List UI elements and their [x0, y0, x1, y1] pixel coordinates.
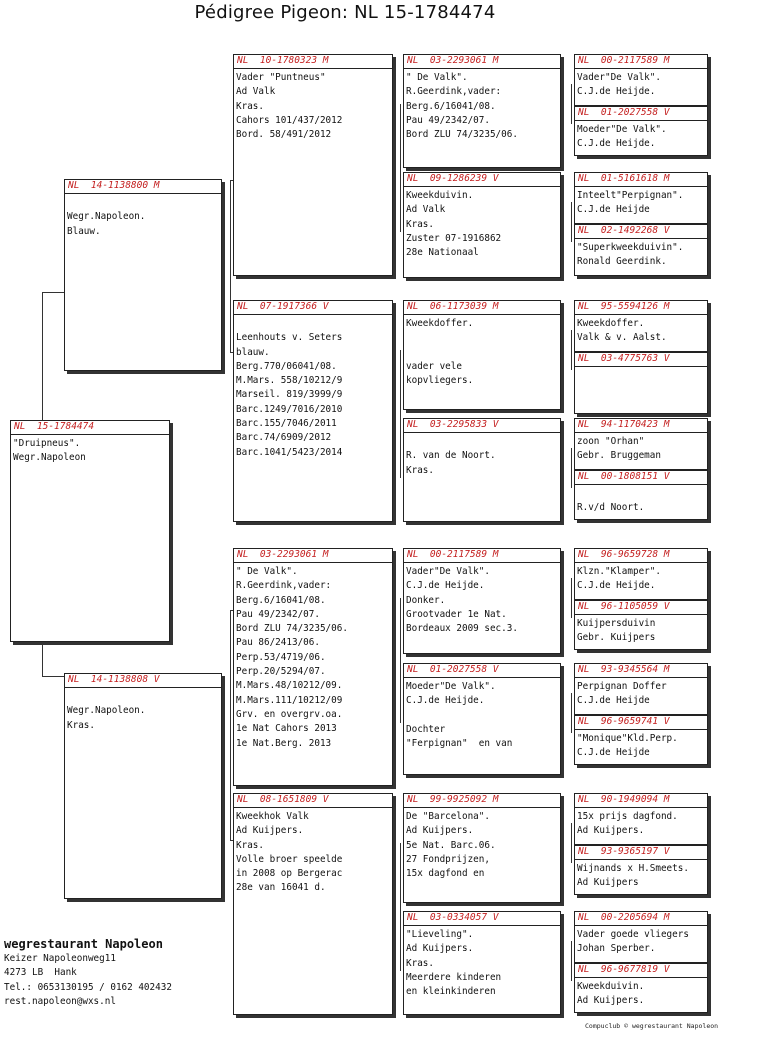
detail-line: " De Valk".: [236, 566, 298, 577]
connector-line: [571, 84, 572, 124]
pigeon-box-gen4[interactable]: [574, 54, 708, 106]
detail-line: C.J.de Heijde: [577, 747, 650, 759]
ring-number: NL 03-0334057 V: [404, 912, 560, 926]
detail-line: 27 Fondprijzen,: [406, 853, 490, 865]
pigeon-details: [406, 189, 558, 275]
connector-line: [230, 180, 231, 352]
pigeon-details: [577, 810, 705, 842]
page-title: Pédigree Pigeon: NL 15-1784474: [194, 2, 496, 23]
detail-line: Barc.1041/5423/2014: [236, 446, 343, 458]
breeder-phone: Tel.: 0653130195 / 0162 402432: [4, 981, 172, 993]
pigeon-box-gen4[interactable]: [574, 470, 708, 520]
detail-line: [406, 709, 558, 723]
connector-line: [400, 350, 401, 478]
pigeon-box-gen4[interactable]: [574, 911, 708, 963]
detail-line: 15x prijs dagfond.: [577, 811, 678, 822]
detail-line: Dochter: [406, 723, 446, 735]
pigeon-box-mother[interactable]: [64, 673, 222, 899]
pigeon-details: [577, 189, 705, 221]
detail-line: Wijnands x H.Smeets.: [577, 863, 689, 874]
detail-line: " De Valk".: [406, 72, 468, 83]
credit-text: Compuclub © wegrestaurant Napoleon: [585, 1022, 719, 1030]
connector-line: [42, 292, 43, 420]
detail-line: Marseil. 819/3999/9: [236, 389, 343, 401]
detail-line: Valk & v. Aalst.: [577, 332, 667, 344]
pigeon-details: [406, 680, 558, 772]
detail-line: Barc.1249/7016/2010: [236, 403, 343, 415]
pigeon-box-gen2[interactable]: [233, 54, 393, 276]
ring-number: NL 08-1651809 V: [234, 794, 392, 808]
pigeon-details: [577, 241, 705, 273]
detail-line: Grv. en overgrv.oa.: [236, 708, 343, 720]
detail-line: 28e van 16041 d.: [236, 882, 326, 894]
detail-line: Zuster 07-1916862: [406, 232, 502, 244]
pigeon-details: [406, 71, 558, 165]
pigeon-details: [13, 437, 167, 639]
pigeon-details: [577, 487, 705, 517]
pigeon-box-gen3[interactable]: [403, 793, 561, 903]
detail-line: 28e Nationaal: [406, 247, 479, 259]
ring-number: NL 01-2027558 V: [404, 664, 560, 678]
pigeon-details: [236, 317, 390, 519]
detail-line: Pau 49/2342/07.: [236, 608, 320, 620]
detail-line: C.J.de Heijde.: [577, 138, 656, 150]
pigeon-details: [236, 810, 390, 1012]
ring-number: NL 10-1780323 M: [234, 55, 392, 69]
detail-line: C.J.de Heijde.: [577, 86, 656, 98]
detail-line: M.Mars.48/10212/09.: [236, 680, 343, 692]
detail-line: Perpignan Doffer: [577, 681, 667, 692]
detail-line: Ad Kuijpers.: [577, 825, 645, 837]
pigeon-box-subject[interactable]: [10, 420, 170, 642]
detail-line: Bord. 58/491/2012: [236, 129, 332, 141]
pigeon-box-gen3[interactable]: [403, 911, 561, 1015]
breeder-email[interactable]: rest.napoleon@wxs.nl: [4, 995, 116, 1007]
connector-line: [571, 202, 572, 242]
detail-line: Cahors 101/437/2012: [236, 114, 343, 126]
detail-line: Donker.: [406, 594, 446, 606]
connector-line: [42, 640, 43, 676]
detail-line: kopvliegers.: [406, 375, 474, 387]
detail-line: Vader goede vliegers: [577, 929, 689, 940]
ring-number: NL 93-9365197 V: [575, 846, 707, 860]
pigeon-box-gen4[interactable]: [574, 845, 708, 895]
detail-line: [406, 346, 558, 360]
detail-line: Kras.: [406, 218, 434, 230]
pigeon-box-gen3[interactable]: [403, 300, 561, 410]
detail-line: Kweekduivin.: [577, 981, 645, 992]
detail-line: blauw.: [236, 346, 270, 358]
pigeon-details: [406, 435, 558, 519]
detail-line: Johan Sperber.: [577, 943, 656, 955]
breeder-info: [4, 936, 172, 1009]
detail-line: Ad Valk: [406, 204, 446, 216]
detail-line: "Monique"Kld.Perp.: [577, 733, 678, 744]
detail-line: 15x dagfond en: [406, 868, 485, 880]
pigeon-details: [577, 565, 705, 597]
detail-line: Kweekdoffer.: [406, 318, 474, 329]
detail-line: Inteelt"Perpignan".: [577, 190, 684, 201]
breeder-address-line: 4273 LB Hank: [4, 967, 77, 979]
pigeon-details: [67, 196, 219, 368]
ring-number: NL 14-1138808 V: [65, 674, 221, 688]
ring-number: NL 03-2293061 M: [234, 549, 392, 563]
detail-line: [236, 317, 390, 331]
pigeon-details: [406, 810, 558, 900]
detail-line: Kras.: [406, 957, 434, 969]
detail-line: C.J.de Heijde: [577, 204, 650, 216]
detail-line: Barc.155/7046/2011: [236, 418, 337, 430]
breeder-name: wegrestaurant Napoleon: [4, 937, 163, 951]
detail-line: R. van de Noort.: [406, 450, 496, 462]
pigeon-details: [577, 617, 705, 647]
pigeon-box-gen4[interactable]: [574, 224, 708, 276]
detail-line: Berg.6/16041/08.: [406, 100, 496, 112]
pigeon-box-gen4[interactable]: [574, 663, 708, 715]
detail-line: Berg.6/16041/08.: [236, 594, 326, 606]
connector-line: [400, 598, 401, 723]
detail-line: Kras.: [67, 719, 95, 731]
detail-line: Gebr. Kuijpers: [577, 632, 656, 644]
ring-number: NL 96-1105059 V: [575, 601, 707, 615]
detail-line: Berg.770/06041/08.: [236, 360, 337, 372]
detail-line: 1e Nat Cahors 2013: [236, 723, 337, 735]
pigeon-box-gen4[interactable]: [574, 600, 708, 650]
detail-line: M.Mars.111/10212/09: [236, 694, 343, 706]
detail-line: [67, 690, 219, 704]
pigeon-details: [577, 123, 705, 153]
ring-number: NL 01-2027558 V: [575, 107, 707, 121]
detail-line: Pau 49/2342/07.: [406, 114, 490, 126]
detail-line: zoon "Orhan": [577, 436, 645, 447]
detail-line: Wegr.Napoleon.: [67, 211, 146, 223]
pigeon-box-gen2[interactable]: [233, 793, 393, 1015]
pigeon-details: [406, 317, 558, 407]
connector-line: [571, 941, 572, 981]
ring-number: NL 14-1138800 M: [65, 180, 221, 194]
detail-line: Pau 86/2413/06.: [236, 637, 320, 649]
detail-line: in 2008 op Bergerac: [236, 868, 343, 880]
ring-number: NL 01-5161618 M: [575, 173, 707, 187]
pigeon-box-gen4[interactable]: [574, 715, 708, 765]
detail-line: Bordeaux 2009 sec.3.: [406, 623, 518, 635]
detail-line: [67, 196, 219, 210]
detail-line: Kuijpersduivin: [577, 618, 656, 629]
detail-line: Vader"De Valk".: [406, 566, 490, 577]
detail-line: Kweekhok Valk: [236, 811, 309, 822]
detail-line: 5e Nat. Barc.06.: [406, 839, 496, 851]
detail-line: Blauw.: [67, 225, 101, 237]
detail-line: Moeder"De Valk".: [577, 124, 667, 135]
detail-line: Meerdere kinderen: [406, 971, 502, 983]
detail-line: R.v/d Noort.: [577, 502, 645, 514]
pigeon-details: [67, 690, 219, 896]
pigeon-details: [577, 928, 705, 960]
pigeon-details: [236, 71, 390, 273]
detail-line: Wegr.Napoleon.: [67, 705, 146, 717]
pigeon-details: [577, 317, 705, 349]
pigeon-box-gen3[interactable]: [403, 418, 561, 522]
pigeon-box-gen3[interactable]: [403, 548, 561, 654]
detail-line: Kweekduivin.: [406, 190, 474, 201]
detail-line: Ad Kuijpers.: [236, 825, 304, 837]
ring-number: NL 94-1170423 M: [575, 419, 707, 433]
pigeon-details: [406, 928, 558, 1012]
detail-line: [577, 369, 705, 383]
ring-number: NL 93-9345564 M: [575, 664, 707, 678]
detail-line: Perp.20/5294/07.: [236, 666, 326, 678]
detail-line: "Lieveling".: [406, 929, 474, 940]
ring-number: NL 96-9659728 M: [575, 549, 707, 563]
detail-line: "Druipneus".: [13, 438, 81, 449]
pigeon-box-gen4[interactable]: [574, 106, 708, 156]
detail-line: [577, 383, 705, 397]
ring-number: NL 02-1492268 V: [575, 225, 707, 239]
pigeon-box-gen4[interactable]: [574, 963, 708, 1013]
ring-number: NL 06-1173039 M: [404, 301, 560, 315]
detail-line: Vader "Puntneus": [236, 72, 326, 83]
connector-line: [230, 610, 231, 840]
detail-line: Moeder"De Valk".: [406, 681, 496, 692]
pigeon-box-gen3[interactable]: [403, 54, 561, 168]
connector-line: [571, 448, 572, 488]
connector-line: [571, 578, 572, 618]
detail-line: C.J.de Heijde: [577, 695, 650, 707]
detail-line: C.J.de Heijde.: [577, 580, 656, 592]
detail-line: Vader"De Valk".: [577, 72, 661, 83]
pigeon-details: [577, 862, 705, 892]
ring-number: NL 07-1917366 V: [234, 301, 392, 315]
ring-number: NL 95-5594126 M: [575, 301, 707, 315]
detail-line: Bord ZLU 74/3235/06.: [406, 129, 518, 141]
ring-number: NL 96-9659741 V: [575, 716, 707, 730]
detail-line: Ad Kuijpers.: [406, 825, 474, 837]
detail-line: C.J.de Heijde.: [406, 580, 485, 592]
pigeon-box-gen4[interactable]: [574, 300, 708, 352]
detail-line: [406, 435, 558, 449]
pigeon-box-gen4[interactable]: [574, 352, 708, 414]
ring-number: NL 03-2295833 V: [404, 419, 560, 433]
detail-line: "Ferpignan" en van: [406, 738, 513, 750]
detail-line: Barc.74/6909/2012: [236, 432, 332, 444]
connector-line: [400, 104, 401, 232]
detail-line: M.Mars. 558/10212/9: [236, 375, 343, 387]
pigeon-box-father[interactable]: [64, 179, 222, 371]
detail-line: R.Geerdink,vader:: [236, 580, 332, 592]
detail-line: vader vele: [406, 360, 462, 372]
detail-line: en kleinkinderen: [406, 986, 496, 998]
connector-line: [571, 693, 572, 733]
detail-line: Klzn."Klamper".: [577, 566, 661, 577]
detail-line: Perp.53/4719/06.: [236, 651, 326, 663]
detail-line: Kras.: [236, 100, 264, 112]
connector-line: [400, 843, 401, 971]
ring-number: NL 03-4775763 V: [575, 353, 707, 367]
detail-line: [406, 331, 558, 345]
pigeon-box-gen4[interactable]: [574, 793, 708, 845]
detail-line: 1e Nat.Berg. 2013: [236, 737, 332, 749]
pigeon-details: [577, 369, 705, 411]
pigeon-details: [406, 565, 558, 651]
detail-line: Bord ZLU 74/3235/06.: [236, 623, 348, 635]
pigeon-box-gen2[interactable]: [233, 300, 393, 522]
connector-line: [571, 330, 572, 370]
detail-line: Grootvader 1e Nat.: [406, 608, 507, 620]
detail-line: R.Geerdink,vader:: [406, 86, 502, 98]
detail-line: Ad Kuijpers.: [577, 995, 645, 1007]
ring-number: NL 00-1808151 V: [575, 471, 707, 485]
pigeon-details: [236, 565, 390, 783]
breeder-address-line: Keizer Napoleonweg11: [4, 953, 116, 964]
ring-number: NL 99-9925092 M: [404, 794, 560, 808]
detail-line: "Superkweekduivin".: [577, 242, 684, 253]
pigeon-details: [577, 680, 705, 712]
detail-line: Kweekdoffer.: [577, 318, 645, 329]
pigeon-box-gen4[interactable]: [574, 548, 708, 600]
pigeon-details: [577, 71, 705, 103]
detail-line: De "Barcelona".: [406, 811, 490, 822]
ring-number: NL 00-2117589 M: [404, 549, 560, 563]
detail-line: [577, 487, 705, 501]
pigeon-box-gen4[interactable]: [574, 418, 708, 470]
detail-line: C.J.de Heijde.: [406, 695, 485, 707]
detail-line: Ad Kuijpers: [577, 877, 639, 889]
pigeon-box-gen4[interactable]: [574, 172, 708, 224]
detail-line: Ad Valk: [236, 86, 276, 98]
pigeon-box-gen3[interactable]: [403, 172, 561, 278]
pigeon-details: [577, 980, 705, 1010]
pigeon-box-gen3[interactable]: [403, 663, 561, 775]
detail-line: Volle broer speelde: [236, 853, 343, 865]
detail-line: Ad Kuijpers.: [406, 943, 474, 955]
detail-line: Kras.: [236, 839, 264, 851]
ring-number: NL 15-1784474: [11, 421, 169, 435]
detail-line: Leenhouts v. Seters: [236, 332, 343, 344]
pigeon-box-gen2[interactable]: [233, 548, 393, 786]
ring-number: NL 09-1286239 V: [404, 173, 560, 187]
ring-number: NL 90-1949094 M: [575, 794, 707, 808]
ring-number: NL 03-2293061 M: [404, 55, 560, 69]
ring-number: NL 00-2205694 M: [575, 912, 707, 926]
pigeon-details: [577, 732, 705, 762]
detail-line: Wegr.Napoleon: [13, 452, 86, 464]
ring-number: NL 96-9677819 V: [575, 964, 707, 978]
pigeon-details: [577, 435, 705, 467]
ring-number: NL 00-2117589 M: [575, 55, 707, 69]
detail-line: Ronald Geerdink.: [577, 256, 667, 268]
connector-line: [571, 823, 572, 863]
detail-line: Kras.: [406, 464, 434, 476]
detail-line: Gebr. Bruggeman: [577, 450, 661, 462]
